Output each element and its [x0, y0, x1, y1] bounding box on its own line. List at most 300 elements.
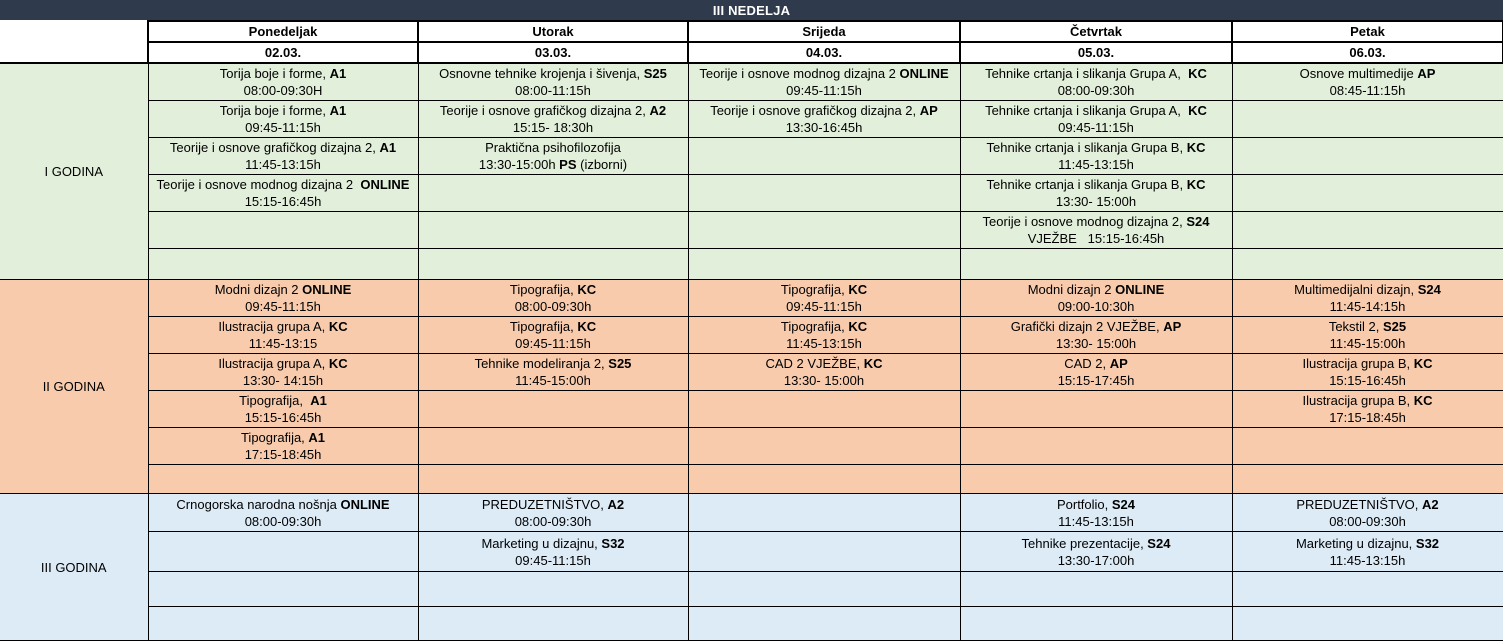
schedule-cell-ii-godina-petak-r3[interactable] [1232, 354, 1503, 391]
cell-line [1236, 496, 1500, 513]
cell-room-code: KC [577, 319, 597, 334]
schedule-row [0, 317, 1503, 354]
schedule-cell-i-godina-srijeda-r1[interactable] [688, 63, 960, 101]
cell-room-code: A1 [329, 66, 347, 81]
cell-line [152, 298, 415, 315]
cell-line [964, 102, 1229, 119]
schedule-cell-i-godina-ponedeljak-r3[interactable] [148, 138, 418, 175]
day-header-srijeda[interactable]: Srijeda [688, 21, 960, 42]
cell-text: Tipografija, [780, 319, 849, 334]
cell-room-code: KC [1413, 393, 1433, 408]
schedule-cell-iii-godina-cetvrtak-r2[interactable] [960, 532, 1232, 572]
schedule-cell-i-godina-utorak-r3[interactable] [418, 138, 688, 175]
cell-text: Modni dizajn 2 [214, 282, 303, 297]
schedule-cell-ii-godina-srijeda-r2[interactable] [688, 317, 960, 354]
schedule-cell-i-godina-srijeda-r5[interactable] [688, 212, 960, 249]
schedule-cell-ii-godina-ponedeljak-r2[interactable] [148, 317, 418, 354]
cell-line [422, 102, 685, 119]
cell-line [152, 318, 415, 335]
cell-text: Grafički dizajn 2 VJEŽBE, [1010, 319, 1164, 334]
cell-text: Teorije i osnove modnog dizajna 2, [982, 214, 1187, 229]
cell-text: Torija boje i forme, [219, 103, 330, 118]
cell-text: 08:00-09:30h [514, 513, 592, 529]
cell-text: Marketing u dizajnu, [1295, 535, 1416, 551]
cell-room-code: KC [1188, 103, 1207, 118]
cell-room-code: S24 [1186, 214, 1210, 229]
cell-room-code: AP [1109, 356, 1128, 371]
schedule-cell-iii-godina-cetvrtak-r4[interactable] [960, 607, 1232, 641]
week-title-bar [0, 0, 1503, 20]
cell-room-code: A1 [310, 393, 327, 408]
cell-text: Ilustracija grupa B, [1302, 393, 1414, 408]
timetable [0, 20, 1503, 641]
cell-text: Teorije i osnove grafičkog dizajna 2, [439, 103, 650, 118]
cell-room-code: KC [1186, 177, 1206, 192]
cell-text: Tipografija, [509, 319, 578, 334]
schedule-cell-ii-godina-srijeda-r3[interactable] [688, 354, 960, 391]
schedule-cell-i-godina-petak-r5[interactable] [1232, 212, 1503, 249]
cell-text: 09:00-10:30h [1057, 299, 1135, 314]
schedule-cell-iii-godina-petak-r4[interactable] [1232, 607, 1503, 641]
cell-room-code: A2 [1422, 496, 1439, 512]
cell-room-code: A1 [379, 140, 397, 155]
cell-line [1236, 535, 1500, 552]
cell-text: 11:45-13:15h [245, 157, 321, 172]
cell-text: 09:45-11:15h [515, 336, 591, 351]
cell-line [422, 65, 685, 82]
schedule-cell-iii-godina-srijeda-r2[interactable] [688, 532, 960, 572]
schedule-cell-i-godina-cetvrtak-r6[interactable] [960, 249, 1232, 280]
cell-text: 11:45-13:15 [248, 336, 318, 351]
schedule-cell-iii-godina-ponedeljak-r3[interactable] [148, 572, 418, 607]
cell-text: (izborni) [576, 157, 628, 172]
cell-text: Osnovne tehnike krojenja i šivenja, [439, 66, 644, 81]
cell-line [1236, 409, 1500, 426]
schedule-cell-iii-godina-petak-r2[interactable] [1232, 532, 1503, 572]
cell-line [692, 119, 957, 136]
schedule-row [0, 391, 1503, 428]
cell-line [1236, 513, 1500, 530]
schedule-cell-ii-godina-utorak-r5[interactable] [418, 428, 688, 465]
schedule-cell-ii-godina-srijeda-r6[interactable] [688, 465, 960, 494]
cell-text: PREDUZETNIŠTVO, [481, 496, 608, 512]
cell-text: Tehnike crtanja i slikanja Grupa B, [986, 140, 1187, 155]
schedule-row [0, 249, 1503, 280]
schedule-row [0, 63, 1503, 101]
cell-line [692, 82, 957, 99]
cell-room-code: A2 [649, 103, 667, 118]
cell-room-code: ONLINE [340, 496, 390, 512]
cell-line [964, 193, 1229, 210]
cell-room-code: A1 [308, 430, 326, 445]
cell-text: Teorije i osnove grafičkog dizajna 2, [710, 103, 920, 118]
cell-text: 13:30-15:00h [478, 157, 560, 172]
schedule-row [0, 280, 1503, 317]
cell-line [964, 513, 1229, 530]
cell-line [422, 335, 685, 352]
cell-text: Multimedijalni dizajn, [1294, 282, 1418, 297]
cell-text: 08:00-09:30h [1057, 83, 1135, 98]
schedule-body [0, 63, 1503, 641]
cell-room-code: S32 [601, 535, 625, 551]
cell-line [692, 355, 957, 372]
schedule-cell-i-godina-utorak-r2[interactable] [418, 101, 688, 138]
date-petak[interactable]: 06.03. [1232, 42, 1503, 63]
cell-line [422, 298, 685, 315]
cell-room-code: A1 [329, 103, 347, 118]
schedule-cell-iii-godina-utorak-r4[interactable] [418, 607, 688, 641]
cell-text: 08:45-11:15h [1329, 83, 1406, 98]
cell-text: 13:30-17:00h [1057, 552, 1135, 568]
cell-text: 08:00-09:30h [244, 513, 322, 529]
cell-line [964, 372, 1229, 389]
cell-text: Tehnike crtanja i slikanja Grupa A, [985, 103, 1189, 118]
schedule-row [0, 494, 1503, 532]
cell-room-code: ONLINE [302, 282, 352, 297]
cell-text: 11:45-13:15h [786, 336, 862, 351]
cell-text: 17:15-18:45h [244, 447, 322, 462]
cell-text: 09:45-11:15h [245, 299, 321, 314]
schedule-cell-i-godina-utorak-r4[interactable] [418, 175, 688, 212]
cell-line [152, 355, 415, 372]
cell-line [692, 102, 957, 119]
schedule-cell-iii-godina-srijeda-r4[interactable] [688, 607, 960, 641]
cell-line [422, 139, 685, 156]
cell-line [1236, 281, 1500, 298]
day-header-row [0, 21, 1503, 42]
cell-line [964, 552, 1229, 569]
cell-text: 09:45-11:15h [1058, 120, 1134, 135]
schedule-cell-i-godina-petak-r1[interactable] [1232, 63, 1503, 101]
cell-line [1236, 318, 1500, 335]
cell-line [422, 535, 685, 552]
cell-text: Tehnike prezentacije, [1021, 535, 1148, 551]
cell-line [964, 230, 1229, 247]
schedule-cell-i-godina-petak-r2[interactable] [1232, 101, 1503, 138]
cell-line [964, 65, 1229, 82]
cell-line [1236, 552, 1500, 569]
corner-cell[interactable] [0, 21, 148, 63]
cell-line [1236, 298, 1500, 315]
cell-room-code: KC [1188, 66, 1207, 81]
cell-line [152, 446, 415, 463]
cell-room-code: S25 [643, 66, 667, 81]
cell-line [964, 82, 1229, 99]
cell-text: 08:00-11:15h [515, 83, 591, 98]
cell-line [152, 176, 415, 193]
cell-room-code: KC [1413, 356, 1433, 371]
schedule-cell-iii-godina-cetvrtak-r3[interactable] [960, 572, 1232, 607]
cell-line [422, 372, 685, 389]
cell-line [964, 176, 1229, 193]
cell-text: Tipografija, [239, 393, 311, 408]
cell-line [964, 318, 1229, 335]
schedule-row [0, 138, 1503, 175]
schedule-row [0, 175, 1503, 212]
cell-line [964, 496, 1229, 513]
cell-line [152, 409, 415, 426]
cell-text: Teorije i osnove grafičkog dizajna 2, [169, 140, 380, 155]
schedule-cell-ii-godina-ponedeljak-r4[interactable] [148, 391, 418, 428]
cell-text: 13:30-16:45h [785, 120, 863, 135]
cell-room-code: A2 [607, 496, 625, 512]
schedule-cell-ii-godina-cetvrtak-r2[interactable] [960, 317, 1232, 354]
date-ponedeljak[interactable]: 02.03. [148, 42, 418, 63]
schedule-row [0, 532, 1503, 572]
schedule-cell-ii-godina-petak-r2[interactable] [1232, 317, 1503, 354]
cell-line [692, 65, 957, 82]
schedule-cell-ii-godina-utorak-r6[interactable] [418, 465, 688, 494]
schedule-cell-i-godina-ponedeljak-r4[interactable] [148, 175, 418, 212]
cell-text: Praktična psihofilozofija [485, 140, 621, 155]
cell-text: Osnove multimedije [1299, 66, 1418, 81]
schedule-cell-iii-godina-ponedeljak-r1[interactable] [148, 494, 418, 532]
cell-line [152, 335, 415, 352]
schedule-cell-ii-godina-srijeda-r4[interactable] [688, 391, 960, 428]
cell-line [422, 281, 685, 298]
schedule-cell-ii-godina-petak-r4[interactable] [1232, 391, 1503, 428]
date-utorak[interactable]: 03.03. [418, 42, 688, 63]
cell-room-code: KC [863, 356, 883, 371]
cell-line [692, 281, 957, 298]
cell-room-code: S24 [1417, 282, 1441, 297]
schedule-row [0, 428, 1503, 465]
schedule-cell-i-godina-ponedeljak-r2[interactable] [148, 101, 418, 138]
schedule-cell-i-godina-cetvrtak-r5[interactable] [960, 212, 1232, 249]
cell-line [422, 119, 685, 136]
cell-line [152, 392, 415, 409]
schedule-cell-i-godina-petak-r6[interactable] [1232, 249, 1503, 280]
cell-text: 11:45-15:00h [515, 373, 591, 388]
cell-line [964, 156, 1229, 173]
cell-room-code: ONLINE [899, 66, 949, 81]
cell-line [422, 496, 685, 513]
schedule-cell-i-godina-utorak-r5[interactable] [418, 212, 688, 249]
schedule-cell-iii-godina-ponedeljak-r4[interactable] [148, 607, 418, 641]
cell-line [152, 193, 415, 210]
schedule-cell-ii-godina-petak-r5[interactable] [1232, 428, 1503, 465]
schedule-cell-ii-godina-petak-r6[interactable] [1232, 465, 1503, 494]
schedule-cell-iii-godina-utorak-r2[interactable] [418, 532, 688, 572]
cell-line [152, 82, 415, 99]
schedule-cell-ii-godina-utorak-r2[interactable] [418, 317, 688, 354]
schedule-cell-i-godina-petak-r3[interactable] [1232, 138, 1503, 175]
section-label-iii-godina[interactable]: III GODINA [0, 494, 148, 641]
schedule-cell-ii-godina-srijeda-r1[interactable] [688, 280, 960, 317]
cell-text: Ilustracija grupa A, [218, 319, 329, 334]
schedule-cell-iii-godina-utorak-r1[interactable] [418, 494, 688, 532]
cell-line [422, 355, 685, 372]
schedule-cell-iii-godina-petak-r1[interactable] [1232, 494, 1503, 532]
cell-room-code: S24 [1111, 496, 1136, 512]
cell-line [152, 139, 415, 156]
schedule-cell-i-godina-cetvrtak-r1[interactable] [960, 63, 1232, 101]
schedule-cell-ii-godina-cetvrtak-r4[interactable] [960, 391, 1232, 428]
day-header-cetvrtak[interactable]: Četvrtak [960, 21, 1232, 42]
cell-room-code: S32 [1415, 535, 1440, 551]
schedule-cell-ii-godina-cetvrtak-r6[interactable] [960, 465, 1232, 494]
cell-line [422, 318, 685, 335]
cell-text: Tipografija, [240, 430, 309, 445]
schedule-cell-i-godina-srijeda-r3[interactable] [688, 138, 960, 175]
schedule-cell-i-godina-cetvrtak-r4[interactable] [960, 175, 1232, 212]
cell-text: 13:30- 15:00h [1055, 336, 1137, 351]
cell-room-code: AP [1417, 66, 1436, 81]
date-srijeda[interactable]: 04.03. [688, 42, 960, 63]
cell-line [964, 355, 1229, 372]
cell-text: 11:45-13:15h [1058, 513, 1134, 529]
cell-line [692, 372, 957, 389]
cell-text: 09:45-11:15h [245, 120, 321, 135]
cell-line [964, 119, 1229, 136]
cell-line [1236, 372, 1500, 389]
schedule-cell-i-godina-cetvrtak-r3[interactable] [960, 138, 1232, 175]
schedule-cell-ii-godina-cetvrtak-r3[interactable] [960, 354, 1232, 391]
schedule-cell-i-godina-petak-r4[interactable] [1232, 175, 1503, 212]
cell-text: CAD 2, [1064, 356, 1110, 371]
cell-text: Marketing u dizajnu, [481, 535, 602, 551]
cell-line [152, 513, 415, 530]
cell-room-code: ONLINE [360, 177, 410, 192]
day-header-petak[interactable]: Petak [1232, 21, 1503, 42]
cell-text: 15:15-16:45h [244, 410, 322, 425]
cell-line [692, 298, 957, 315]
cell-text: 08:00-09:30h [514, 299, 592, 314]
cell-line [964, 213, 1229, 230]
schedule-cell-i-godina-srijeda-r4[interactable] [688, 175, 960, 212]
schedule-cell-ii-godina-cetvrtak-r5[interactable] [960, 428, 1232, 465]
cell-text: 15:15-16:45h [244, 194, 322, 209]
cell-line [152, 281, 415, 298]
cell-line [964, 298, 1229, 315]
schedule-cell-iii-godina-srijeda-r1[interactable] [688, 494, 960, 532]
schedule-cell-iii-godina-srijeda-r3[interactable] [688, 572, 960, 607]
cell-text: Tehnike modeliranja 2, [474, 356, 609, 371]
cell-room-code: AP [919, 103, 938, 118]
cell-line [1236, 355, 1500, 372]
cell-text: 15:15-17:45h [1057, 373, 1135, 388]
schedule-cell-ii-godina-cetvrtak-r1[interactable] [960, 280, 1232, 317]
schedule-cell-i-godina-ponedeljak-r5[interactable] [148, 212, 418, 249]
cell-line [422, 156, 685, 173]
cell-text: 15:15- 18:30h [512, 120, 594, 135]
date-cetvrtak[interactable]: 05.03. [960, 42, 1232, 63]
cell-line [422, 552, 685, 569]
cell-text: 08:00-09:30h [1329, 513, 1406, 529]
section-label-i-godina[interactable]: I GODINA [0, 63, 148, 280]
cell-text: 15:15-16:45h [1329, 373, 1406, 388]
cell-line [964, 335, 1229, 352]
cell-text: 11:45-15:00h [1329, 336, 1406, 351]
day-header-ponedeljak[interactable]: Ponedeljak [148, 21, 418, 42]
cell-room-code: KC [848, 282, 868, 297]
cell-text: Ilustracija grupa B, [1302, 356, 1414, 371]
cell-line [422, 82, 685, 99]
schedule-cell-i-godina-utorak-r6[interactable] [418, 249, 688, 280]
date-header-row [0, 42, 1503, 63]
schedule-row [0, 354, 1503, 391]
schedule-row [0, 101, 1503, 138]
cell-line [964, 535, 1229, 552]
cell-text: Tipografija, [780, 282, 849, 297]
schedule-row [0, 607, 1503, 641]
cell-room-code: PS [559, 157, 577, 172]
cell-text: PREDUZETNIŠTVO, [1296, 496, 1423, 512]
cell-room-code: KC [848, 319, 868, 334]
cell-line [1236, 392, 1500, 409]
schedule-cell-i-godina-ponedeljak-r1[interactable] [148, 63, 418, 101]
schedule-row [0, 212, 1503, 249]
cell-text: Torija boje i forme, [219, 66, 330, 81]
cell-line [1236, 65, 1500, 82]
schedule-cell-iii-godina-utorak-r3[interactable] [418, 572, 688, 607]
schedule-cell-ii-godina-ponedeljak-r1[interactable] [148, 280, 418, 317]
cell-line [422, 513, 685, 530]
schedule-cell-iii-godina-ponedeljak-r2[interactable] [148, 532, 418, 572]
cell-text: 11:45-13:15h [1329, 552, 1406, 568]
cell-text: CAD 2 VJEŽBE, [765, 356, 864, 371]
schedule-cell-iii-godina-petak-r3[interactable] [1232, 572, 1503, 607]
cell-text: Portfolio, [1056, 496, 1112, 512]
schedule-cell-ii-godina-ponedeljak-r6[interactable] [148, 465, 418, 494]
cell-text: 17:15-18:45h [1329, 410, 1406, 425]
cell-line [692, 335, 957, 352]
section-label-ii-godina[interactable]: II GODINA [0, 280, 148, 494]
cell-room-code: ONLINE [1115, 282, 1165, 297]
cell-line [1236, 82, 1500, 99]
schedule-cell-ii-godina-utorak-r1[interactable] [418, 280, 688, 317]
cell-room-code: KC [577, 282, 597, 297]
cell-line [152, 65, 415, 82]
cell-text: Tehnike crtanja i slikanja Grupa A, [985, 66, 1189, 81]
cell-text: 09:45-11:15h [515, 552, 591, 568]
cell-text: 13:30- 15:00h [783, 373, 865, 388]
cell-text: Teorije i osnove modnog dizajna 2 [156, 177, 361, 192]
cell-room-code: KC [328, 319, 348, 334]
schedule-cell-i-godina-cetvrtak-r2[interactable] [960, 101, 1232, 138]
cell-line [692, 318, 957, 335]
cell-text: Modni dizajn 2 [1027, 282, 1116, 297]
schedule-cell-i-godina-utorak-r1[interactable] [418, 63, 688, 101]
cell-text: 09:45-11:15h [786, 83, 862, 98]
cell-text: Teorije i osnove modnog dizajna 2 [699, 66, 900, 81]
cell-text: 13:30- 14:15h [242, 373, 324, 388]
schedule-cell-iii-godina-cetvrtak-r1[interactable] [960, 494, 1232, 532]
cell-text: Tehnike crtanja i slikanja Grupa B, [986, 177, 1187, 192]
schedule-cell-ii-godina-ponedeljak-r5[interactable] [148, 428, 418, 465]
schedule-cell-ii-godina-petak-r1[interactable] [1232, 280, 1503, 317]
cell-room-code: S24 [1147, 535, 1171, 551]
cell-text: Ilustracija grupa A, [218, 356, 329, 371]
schedule-cell-i-godina-srijeda-r2[interactable] [688, 101, 960, 138]
cell-text: 11:45-14:15h [1329, 299, 1406, 314]
schedule-cell-ii-godina-srijeda-r5[interactable] [688, 428, 960, 465]
schedule-cell-ii-godina-utorak-r3[interactable] [418, 354, 688, 391]
schedule-row [0, 465, 1503, 494]
schedule-cell-i-godina-ponedeljak-r6[interactable] [148, 249, 418, 280]
cell-text: Tekstil 2, [1328, 319, 1384, 334]
schedule-cell-i-godina-srijeda-r6[interactable] [688, 249, 960, 280]
day-header-utorak[interactable]: Utorak [418, 21, 688, 42]
cell-line [152, 119, 415, 136]
cell-text: Tipografija, [509, 282, 578, 297]
cell-line [152, 372, 415, 389]
schedule-row [0, 572, 1503, 607]
cell-room-code: KC [1186, 140, 1206, 155]
schedule-cell-ii-godina-ponedeljak-r3[interactable] [148, 354, 418, 391]
cell-room-code: S25 [608, 356, 632, 371]
schedule-cell-ii-godina-utorak-r4[interactable] [418, 391, 688, 428]
